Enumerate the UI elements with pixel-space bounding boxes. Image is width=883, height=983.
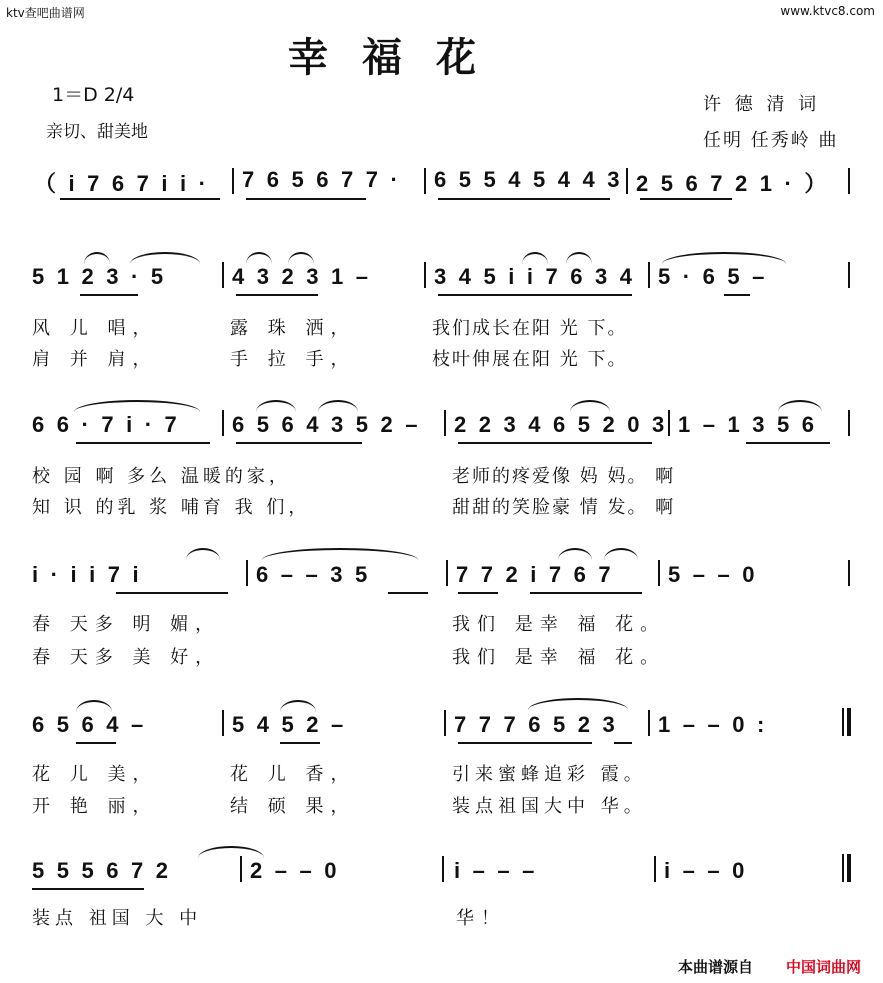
slur: [74, 400, 200, 412]
tie: [130, 252, 200, 264]
measure: 6 – – 3 5: [256, 562, 371, 587]
bar-line: [424, 262, 426, 288]
measure: 1 – 1 3 5 6: [678, 412, 818, 437]
lyric-verse-2: 开 艳 丽，: [32, 796, 158, 817]
beat-underline: [724, 294, 750, 296]
slur: [84, 252, 110, 264]
tie: [262, 548, 418, 560]
measure: 2 5 6 7 2 1 · ）: [636, 171, 830, 196]
beat-underline: [76, 742, 116, 744]
measure: 5 – – 0: [668, 562, 758, 587]
lyric-verse-1: 老师的疼爱像 妈 妈。 啊: [452, 466, 676, 487]
lyricist: 许 德 清 词: [703, 94, 821, 115]
measure: 5 1 2 3 · 5: [32, 264, 167, 289]
beat-underline: [388, 592, 428, 594]
bar-line: [246, 560, 248, 586]
beat-underline: [458, 442, 652, 444]
slur: [778, 400, 822, 412]
measure: （ i 7 6 7 i i ·: [34, 171, 210, 196]
lyric-verse-1: 花 儿 香，: [230, 764, 356, 785]
lyric-verse-1: 花 儿 美，: [32, 764, 158, 785]
beat-underline: [458, 592, 498, 594]
bar-line: [658, 560, 660, 586]
tie: [662, 252, 786, 264]
source-site-link[interactable]: 中国词曲网: [786, 958, 862, 976]
lyric-verse-2: 枝叶伸展在阳 光 下。: [432, 349, 628, 370]
bar-line: [648, 710, 650, 736]
measure: i – – –: [454, 858, 538, 883]
bar-line: [848, 168, 850, 194]
tie: [198, 846, 264, 858]
bar-line: [848, 410, 850, 436]
measure: 5 · 6 5 –: [658, 264, 768, 289]
bar-line: [232, 168, 234, 194]
measure: 5 4 5 2 –: [232, 712, 347, 737]
lyric-verse-2: 春 天多 美 好，: [32, 647, 221, 668]
key-signature: 1＝D 2/4: [52, 84, 135, 106]
bar-line: [626, 168, 628, 194]
slur: [76, 700, 112, 712]
measure: 3 4 5 i i 7 6 3 4: [434, 264, 636, 289]
beat-underline: [438, 198, 610, 200]
measure: 6 6 · 7 i · 7: [32, 412, 180, 437]
final-bar-thick: [847, 854, 851, 882]
bar-line: [668, 410, 670, 436]
bar-line: [848, 560, 850, 586]
beat-underline: [530, 592, 642, 594]
measure: 4 3 2 3 1 –: [232, 264, 372, 289]
watermark-left: ktv查吧曲谱网: [6, 6, 85, 20]
lyric-verse-1: 校 园 啊 多么 温暖的家，: [32, 466, 291, 487]
bar-line: [222, 410, 224, 436]
watermark-right: www.ktvc8.com: [780, 4, 875, 18]
beat-underline: [76, 442, 210, 444]
measure: i – – 0: [664, 858, 748, 883]
lyric-verse-2: 甜甜的笑脸豪 情 发。 啊: [452, 497, 676, 518]
beat-underline: [116, 592, 228, 594]
lyric-verse-1: 引来蜜蜂追彩 霞。: [452, 764, 647, 785]
lyric-verse-1: 春 天多 明 媚，: [32, 614, 221, 635]
bar-line: [442, 856, 444, 882]
slur: [280, 700, 316, 712]
lyric-verse-1: 我们 是幸 福 花。: [452, 614, 666, 635]
song-title: 幸福花: [288, 35, 510, 81]
beat-underline: [614, 742, 632, 744]
measure: 5 5 5 6 7 2: [32, 858, 172, 883]
slur: [522, 252, 548, 264]
bar-line: [222, 710, 224, 736]
measure: 7 7 2 i 7 6 7: [456, 562, 614, 587]
beat-underline: [236, 294, 318, 296]
slur: [256, 400, 296, 412]
measure: 7 7 7 6 5 2 3: [454, 712, 618, 737]
beat-underline: [458, 742, 592, 744]
slur: [566, 252, 592, 264]
slur: [604, 548, 638, 560]
lyric-verse-1: 风 儿 唱，: [32, 318, 158, 339]
lyric-verse-2: 知 识 的乳 浆 哺育 我 们，: [32, 497, 311, 518]
source-label: 本曲谱源自: [678, 958, 754, 976]
beat-underline: [640, 198, 732, 200]
measure: 1 – – 0 :: [658, 712, 768, 737]
measure: 2 2 3 4 6 5 2 0 3: [454, 412, 668, 437]
lyric-verse-2: 我们 是幸 福 花。: [452, 647, 666, 668]
repeat-end-thin: [842, 708, 844, 736]
composer: 任明 任秀岭 曲: [703, 130, 839, 151]
beat-underline: [246, 198, 366, 200]
measure: 6 5 5 4 5 4 4 3: [434, 167, 623, 192]
repeat-end-thick: [847, 708, 851, 736]
measure: 6 5 6 4 3 5 2 –: [232, 412, 421, 437]
beat-underline: [746, 442, 830, 444]
lyric-verse-2: 手 拉 手，: [230, 349, 356, 370]
lyric-verse-1: 装点 祖国 大 中: [32, 908, 203, 929]
final-bar-thin: [842, 854, 844, 882]
tempo-mood: 亲切、甜美地: [46, 122, 148, 142]
lyric-verse-2: 肩 并 肩，: [32, 349, 158, 370]
measure: i · i i 7 i: [32, 562, 142, 587]
bar-line: [648, 262, 650, 288]
beat-underline: [438, 294, 632, 296]
bar-line: [222, 262, 224, 288]
bar-line: [424, 168, 426, 194]
slur: [528, 698, 628, 710]
lyric-verse-1: 露 珠 洒，: [230, 318, 356, 339]
slur: [246, 252, 272, 264]
beat-underline: [32, 888, 144, 890]
lyric-verse-2: 装点祖国大中 华。: [452, 796, 647, 817]
bar-line: [446, 560, 448, 586]
beat-underline: [236, 442, 362, 444]
measure: 6 5 6 4 –: [32, 712, 147, 737]
lyric-verse-1: 华！: [456, 908, 506, 929]
lyric-verse-1: 我们成长在阳 光 下。: [432, 318, 628, 339]
slur: [318, 400, 358, 412]
bar-line: [654, 856, 656, 882]
bar-line: [848, 262, 850, 288]
bar-line: [444, 710, 446, 736]
slur: [558, 548, 592, 560]
measure: 2 – – 0: [250, 858, 340, 883]
beat-underline: [60, 198, 220, 200]
slur: [288, 252, 314, 264]
bar-line: [240, 856, 242, 882]
slur: [570, 400, 610, 412]
lyric-verse-2: 结 硕 果，: [230, 796, 356, 817]
beat-underline: [280, 742, 320, 744]
beat-underline: [80, 294, 138, 296]
bar-line: [444, 410, 446, 436]
slur: [186, 548, 220, 560]
measure: 7 6 5 6 7 7 ·: [242, 167, 402, 192]
